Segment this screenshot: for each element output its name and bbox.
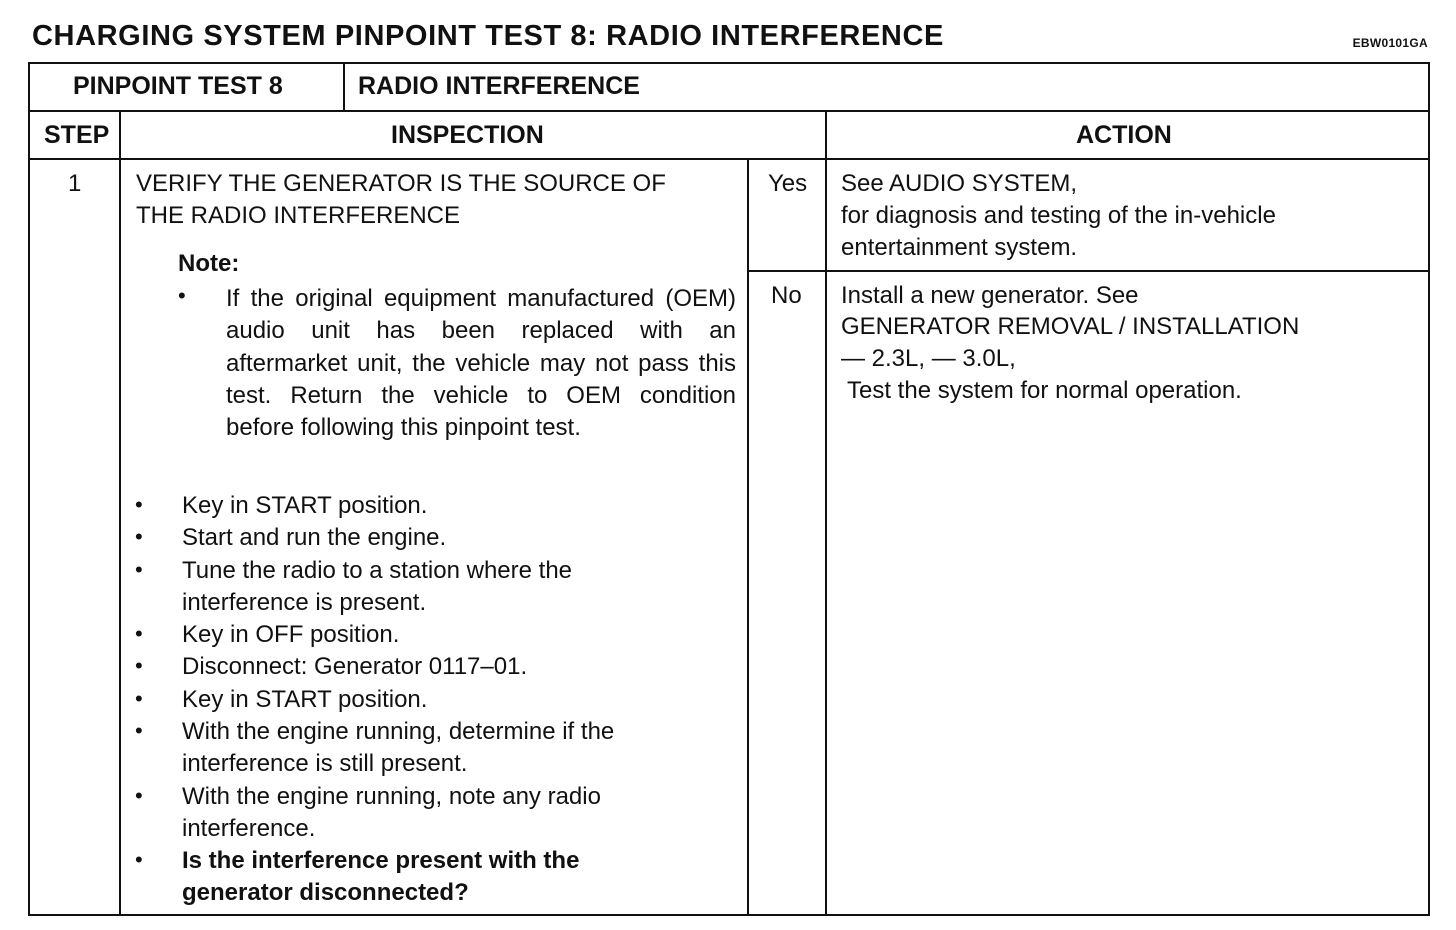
rule-inspection-action-divider: [825, 110, 827, 916]
column-header-inspection: INSPECTION: [391, 121, 544, 149]
procedure-step: Tune the radio to a station where the: [182, 557, 573, 584]
step-bullet: •: [135, 492, 143, 517]
note-text: If the original equipment manufactured (OEM) audio unit has been replaced with an aftermarket unit, the vehicle may not pass this test. Return the vehicle to OEM condition before following this pinpoint test.: [226, 285, 736, 442]
procedure-step: Start and run the engine.: [182, 524, 447, 551]
test-label: PINPOINT TEST 8: [73, 72, 283, 100]
action-no-line3: — 2.3L, — 3.0L,: [841, 345, 1016, 372]
rule-test-name-divider: [343, 62, 345, 111]
procedure-step: Key in OFF position.: [182, 621, 400, 648]
column-header-step: STEP: [44, 121, 110, 149]
action-yes-line2: for diagnosis and testing of the in-vehicle: [841, 202, 1276, 229]
procedure-step: Disconnect: Generator 0117–01.: [182, 653, 528, 680]
step-bullet: •: [135, 783, 143, 808]
step-number: 1: [68, 170, 82, 197]
rule-step-divider: [119, 110, 121, 916]
step-bullet: •: [135, 686, 143, 711]
action-yes-line3: entertainment system.: [841, 234, 1078, 261]
rule-below-test-header: [28, 110, 1430, 112]
action-yes-line1: See AUDIO SYSTEM,: [841, 170, 1078, 197]
step-bullet: •: [135, 653, 143, 678]
step-bullet: •: [135, 524, 143, 549]
answer-no: No: [771, 282, 802, 309]
column-header-action: ACTION: [1076, 121, 1172, 149]
rule-below-column-header: [28, 158, 1430, 160]
rule-between-yes-no: [748, 270, 1430, 272]
inspection-heading-line2: THE RADIO INTERFERENCE: [136, 202, 461, 229]
action-no-line2: GENERATOR REMOVAL / INSTALLATION: [841, 313, 1300, 340]
procedure-step: Key in START position.: [182, 492, 428, 519]
action-no-line1: Install a new generator. See: [841, 282, 1139, 309]
step-bullet: •: [135, 557, 143, 582]
procedure-question: Is the interference present with the: [182, 847, 580, 874]
rule-answer-divider: [747, 158, 749, 916]
step-bullet: •: [135, 718, 143, 743]
procedure-step: Key in START position.: [182, 686, 428, 713]
step-bullet: •: [135, 621, 143, 646]
procedure-step-continuation: interference is present.: [182, 589, 427, 616]
action-no-line4: Test the system for normal operation.: [847, 377, 1242, 404]
test-name: RADIO INTERFERENCE: [358, 72, 640, 100]
note-bullet: •: [178, 283, 186, 308]
note-label: Note:: [178, 250, 240, 277]
figure-code: EBW0101GA: [1352, 36, 1428, 50]
answer-yes: Yes: [768, 170, 808, 197]
page-title: CHARGING SYSTEM PINPOINT TEST 8: RADIO INTERFERENCE: [32, 20, 944, 52]
inspection-heading-line1: VERIFY THE GENERATOR IS THE SOURCE OF: [136, 170, 666, 197]
procedure-step-continuation: interference is still present.: [182, 750, 468, 777]
procedure-step: With the engine running, note any radio: [182, 783, 601, 810]
procedure-step: With the engine running, determine if the: [182, 718, 615, 745]
procedure-question-continuation: generator disconnected?: [182, 879, 469, 906]
procedure-step-continuation: interference.: [182, 815, 316, 842]
step-bullet: •: [135, 847, 143, 872]
